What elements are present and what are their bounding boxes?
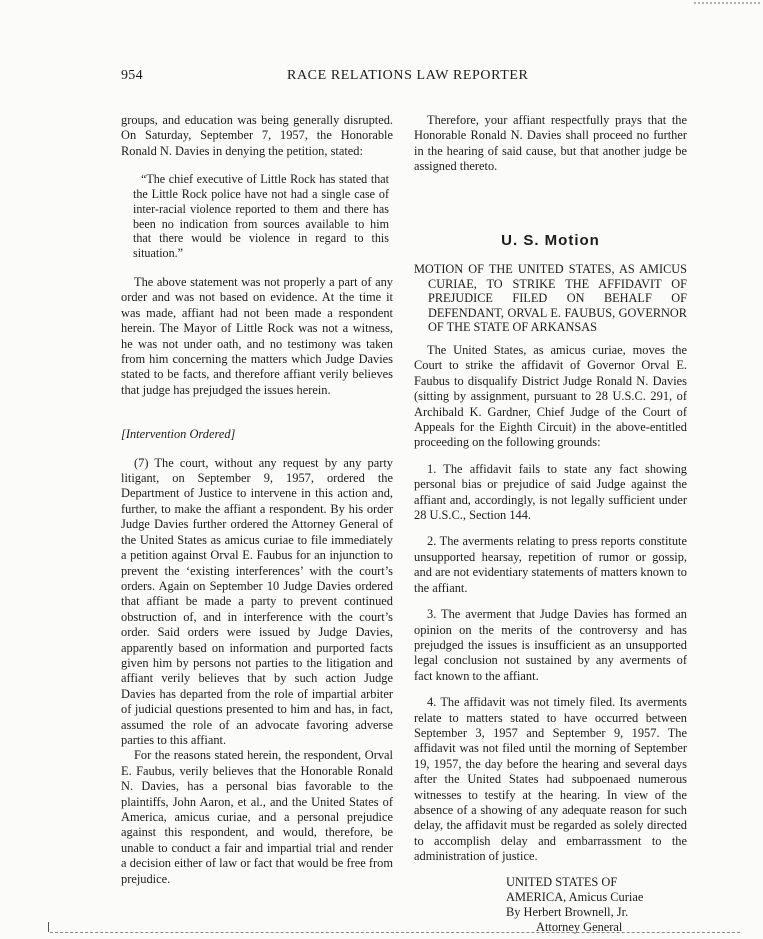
- ground-3: 3. The averment that Judge Davies has formed an opinion on the merits of the controversy and has prejudged the issues is insufficient as an unsupported legal conclusion not sustained by any averments of fact known to the affiant.: [414, 607, 687, 683]
- bottom-scan-rule: [50, 932, 740, 933]
- page-number: 954: [121, 68, 143, 83]
- ground-4: 4. The affidavit was not timely filed. Its averments relate to matters stated to have occurred between September 3, 1957 and September 9, 1957. The affidavit was not filed until the morning of September 19, 1957, the day before the hearing and several days after the United States had subpoenaed numerous witnesses to testify at the hearing. In view of the absence of a showing of any adequate reason for such delay, the affidavit must be regarded as solely directed to accomplish delay and embarrassment to the administration of justice.: [414, 695, 687, 864]
- left-paragraph-1: groups, and education was being generally disrupted. On Saturday, September 7, 1957, the Honorable Ronald N. Davies in denying the petition, stated:: [121, 113, 393, 158]
- motion-caption: MOTION OF THE UNITED STATES, AS AMICUS CURIAE, TO STRIKE THE AFFIDAVIT OF PREJUDICE FILED ON BEHALF OF DEFENDANT, ORVAL E. FAUBUS, GOVERNOR OF THE STATE OF ARKANSAS: [414, 262, 687, 335]
- signature-line-1: UNITED STATES OF: [506, 874, 618, 889]
- signature-line-3: By Herbert Brownell, Jr.: [506, 904, 629, 919]
- right-paragraph-1: Therefore, your affiant respectfully prays that the Honorable Ronald N. Davies shall proceed no further in the hearing of said cause, but that another judge be assigned thereto.: [414, 113, 687, 174]
- left-paragraph-4: For the reasons stated herein, the respondent, Orval E. Faubus, verily believes that the Honorable Ronald N. Davies, has a personal bias favorable to the plaintiffs, John Aaron, et al., and the United States of America, amicus curiae, and a personal prejudice against this respondent, and would, therefore, be unable to conduct a fair and impartial trial and render a decision either of law or fact that would be free from prejudice.: [121, 748, 393, 886]
- right-column: [414, 113, 687, 935]
- motion-intro: The United States, as amicus curiae, moves the Court to strike the affidavit of Governor Orval E. Faubus to disqualify District Judge Ronald N. Davies (sitting by assignment, pursuant to 28 U.S.C. 291, of Archibald K. Gardner, Chief Judge of the Court of Appeals for the Eighth Circuit) in the above-entitled proceeding on the following grounds:: [414, 343, 687, 450]
- quote-text: “The chief executive of Little Rock has stated that the Little Rock police have not had a single case of inter-racial violence reported to them and there has been no indication from sources available to him that there would be violence in regard to this situation.”: [133, 172, 389, 261]
- running-head: RACE RELATIONS LAW REPORTER: [287, 68, 529, 83]
- left-paragraph-2: The above statement was not properly a part of any order and was not based on evidence. At the time it was made, affiant had not been made a respondent herein. The Mayor of Little Rock was not a witness, he was not under oath, and no testimony was taken from him concerning the matters which Judge Davies stated to be facts, and therefore affiant verily believes that judge has prejudged the issues herein.: [121, 275, 393, 397]
- scan-edge-dots: [694, 2, 760, 4]
- ground-1: 1. The affidavit fails to state any fact showing personal bias or prejudice of said Judge against the affiant and, accordingly, is not legally sufficient under 28 U.S.C., Section 144.: [414, 461, 687, 523]
- block-quote: [133, 172, 389, 261]
- motion-heading: U. S. Motion: [501, 231, 600, 249]
- signature-line-4: Attorney General: [536, 919, 623, 934]
- left-column: [121, 113, 393, 887]
- ground-2: 2. The averments relating to press reports constitute unsupported hearsay, repetition of rumor or gossip, and are not evidentiary statements of matters known to the affiant.: [414, 534, 687, 595]
- section-heading-intervention: [Intervention Ordered]: [121, 427, 236, 442]
- left-paragraph-3: (7) The court, without any request by any party litigant, on September 9, 1957, ordered the Department of Justice to intervene in this action and, further, to make the affiant a respondent. By his order Judge Davies further ordered the Attorney General of the United States as amicus curiae to file immediately a petition against Orval E. Faubus for an injunction to prevent the ‘existing interferences’ with the court’s orders. Again on September 10 Judge Davies ordered that affiant be made a party to prevent continued obstruction of, and in interference with the court’s order. Said orders were issued by Judge Davies, apparently based on information and purported facts given him by persons not parties to the litigation and affiant verily believes that by such action Judge Davies has departed from the role of impartial arbiter of judicial questions presented to him and has, in fact, assumed the role of an advocate favoring adverse parties to this affiant.: [121, 455, 393, 747]
- signature-line-2: AMERICA, Amicus Curiae: [506, 889, 644, 904]
- scan-corner-mark: [48, 922, 49, 932]
- signature-block: [506, 875, 687, 935]
